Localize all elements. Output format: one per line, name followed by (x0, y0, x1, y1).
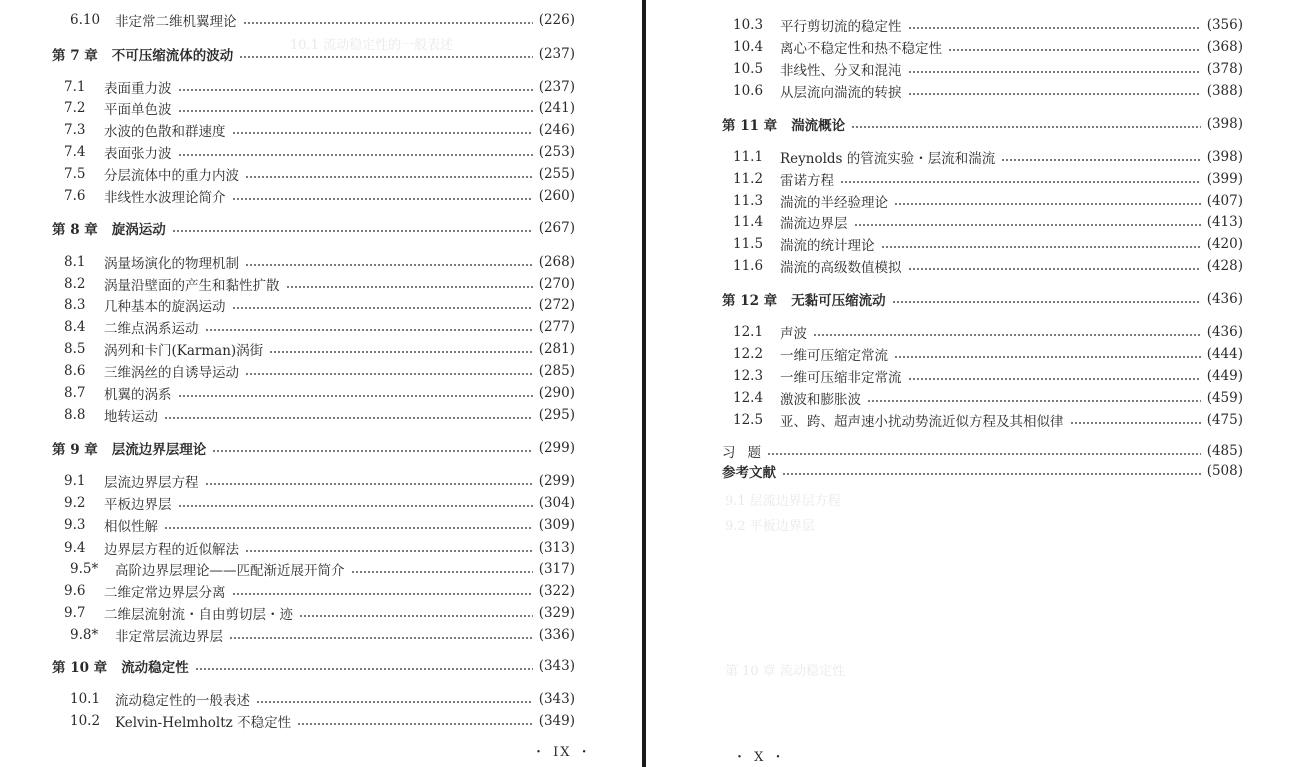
toc-entry-row (733, 344, 1243, 364)
dot-leader (908, 93, 1201, 95)
toc-entry-title: 非线性、分叉和混沌 (780, 63, 902, 79)
toc-entry-title: 层流边界层方程 (104, 475, 199, 491)
toc-page-number: (255) (538, 166, 575, 182)
toc-entry-row (733, 169, 1243, 189)
toc-entry-title: 亚、跨、超声速小扰动势流近似方程及其相似律 (780, 414, 1064, 430)
toc-entry-row (64, 471, 575, 491)
toc-entry-row (733, 256, 1243, 276)
dot-leader (813, 334, 1201, 336)
toc-chapter-row (722, 289, 1243, 309)
toc-entry-title: 非线性水波理论简介 (104, 190, 226, 206)
toc-page-number: (485) (1206, 443, 1243, 459)
toc-entry-title: 湍流的统计理论 (780, 238, 875, 254)
toc-page-number: (413) (1206, 214, 1243, 230)
toc-page-number: (295) (538, 407, 575, 423)
toc-entry-title: 高阶边界层理论——匹配渐近展开简介 (115, 563, 345, 579)
toc-entry-row (70, 559, 575, 579)
toc-entry-number: 8.7 (64, 385, 86, 401)
dot-leader (854, 224, 1201, 226)
toc-page-number: (449) (1206, 368, 1243, 384)
toc-page-number: (459) (1206, 390, 1243, 406)
toc-entry-title: 涡量场演化的物理机制 (104, 256, 239, 272)
toc-entry-row (70, 10, 575, 30)
toc-entry-number: 12.4 (733, 390, 764, 406)
toc-entry-number: 第 11 章 (722, 118, 778, 134)
toc-entry-title: 流动稳定性的一般表述 (115, 693, 250, 709)
toc-entry-title: Kelvin-Helmholtz 不稳定性 (115, 715, 292, 731)
dot-leader (1001, 159, 1200, 161)
toc-entry-title: 水波的色散和群速度 (104, 124, 226, 140)
dot-leader (908, 27, 1201, 29)
toc-page-number: (343) (538, 691, 575, 707)
bleed-through-text: 10.1 流动稳定性的一般表述 (290, 38, 454, 53)
toc-entry-number: 8.2 (64, 276, 86, 292)
toc-entry-number: 9.5* (70, 561, 99, 577)
toc-entry-title: 湍流的半经验理论 (780, 195, 888, 211)
dot-leader (212, 450, 532, 452)
toc-entry-number: 9.6 (64, 583, 86, 599)
toc-entry-row (733, 59, 1243, 79)
toc-page-number: (285) (538, 363, 575, 379)
toc-entry-title: 湍流边界层 (780, 216, 848, 232)
toc-page-number: (508) (1206, 463, 1243, 479)
toc-entry-title: 二维点涡系运动 (104, 321, 199, 337)
toc-entry-title: 参考文献 (722, 465, 776, 481)
toc-entry-number: 11.1 (733, 149, 764, 165)
toc-entry-row (64, 493, 575, 513)
toc-page-number: (253) (538, 144, 575, 160)
toc-page-number: (399) (1206, 171, 1243, 187)
toc-chapter-row (722, 114, 1243, 134)
toc-entry-title: 激波和膨胀波 (780, 392, 861, 408)
toc-entry-number: 习 (722, 445, 736, 461)
toc-entry-title: 湍流的高级数值模拟 (780, 260, 902, 276)
dot-leader (245, 176, 533, 178)
toc-entry-number: 9.2 (64, 495, 86, 511)
toc-entry-title: 三维涡丝的自诱导运动 (104, 365, 239, 381)
toc-entry-title: 非定常二维机翼理论 (115, 14, 237, 30)
toc-page-number: (313) (538, 540, 575, 556)
toc-entry-row (733, 410, 1243, 430)
toc-entry-title: 平面单色波 (104, 102, 172, 118)
toc-entry-row (722, 461, 1243, 481)
toc-page-number: (272) (538, 297, 575, 313)
toc-page-number: (270) (538, 276, 575, 292)
toc-entry-title: 表面重力波 (104, 81, 172, 97)
toc-entry-title: 非定常层流边界层 (115, 629, 223, 645)
dot-leader (205, 329, 533, 331)
dot-leader (164, 527, 533, 529)
page-gutter (642, 0, 646, 767)
toc-entry-title: 无黏可压缩流动 (791, 293, 886, 309)
dot-leader (892, 301, 1201, 303)
toc-entry-row (64, 98, 575, 118)
toc-entry-number: 9.8* (70, 627, 99, 643)
toc-page-number: (246) (538, 122, 575, 138)
toc-entry-title: 表面张力波 (104, 146, 172, 162)
toc-page-number: (237) (538, 79, 575, 95)
toc-entry-number: 7.5 (64, 166, 86, 182)
toc-entry-number: 10.3 (733, 17, 764, 33)
dot-leader (243, 22, 533, 24)
toc-entry-number: 9.1 (64, 473, 86, 489)
toc-entry-row (64, 581, 575, 601)
toc-entry-row (64, 295, 575, 315)
toc-entry-title: 湍流概论 (791, 118, 846, 134)
dot-leader (894, 356, 1201, 358)
toc-entry-row (64, 274, 575, 294)
dot-leader (195, 668, 533, 670)
toc-entry-row (64, 515, 575, 535)
dot-leader (256, 701, 533, 703)
dot-leader (908, 268, 1201, 270)
toc-entry-title: 声波 (780, 326, 807, 342)
toc-entry-number: 12.3 (733, 368, 764, 384)
toc-entry-number: 7.6 (64, 188, 86, 204)
toc-entry-number: 11.6 (733, 258, 764, 274)
toc-entry-row (733, 147, 1243, 167)
toc-page-number: (388) (1206, 83, 1243, 99)
toc-entry-title: 平板边界层 (104, 497, 172, 513)
toc-page-number: (329) (538, 605, 575, 621)
toc-entry-title: 平行剪切流的稳定性 (780, 19, 902, 35)
bleed-through-text: 9.1 层流边界层方程 (725, 494, 841, 509)
dot-leader (297, 723, 533, 725)
toc-page-number: (398) (1206, 116, 1243, 132)
toc-page-number: (241) (538, 100, 575, 116)
toc-page-number: (268) (538, 254, 575, 270)
bleed-through-text: 9.2 平板边界层 (725, 519, 815, 534)
toc-entry-row (70, 711, 575, 731)
toc-entry-number: 9.3 (64, 517, 86, 533)
toc-page-number: (378) (1206, 61, 1243, 77)
dot-leader (867, 400, 1201, 402)
toc-entry-row (733, 15, 1243, 35)
toc-page-number: (317) (538, 561, 575, 577)
toc-entry-title: 二维层流射流・自由剪切层・迹 (104, 607, 293, 623)
toc-entry-title: 流动稳定性 (121, 660, 189, 676)
toc-page-number: (277) (538, 319, 575, 335)
right-page (650, 0, 1291, 767)
toc-entry-number: 10.2 (70, 713, 101, 729)
toc-entry-title: 旋涡运动 (111, 222, 166, 238)
toc-page-number: (356) (1206, 17, 1243, 33)
toc-entry-number: 9.4 (64, 540, 86, 556)
toc-page-number: (260) (538, 188, 575, 204)
toc-chapter-row (52, 218, 575, 238)
toc-page-number: (420) (1206, 236, 1243, 252)
toc-entry-number: 第 9 章 (52, 442, 98, 458)
toc-entry-row (733, 37, 1243, 57)
toc-entry-number: 6.10 (70, 12, 101, 28)
toc-page-number: (436) (1206, 291, 1243, 307)
dot-leader (245, 373, 533, 375)
toc-entry-title: 涡列和卡门(Karman)涡街 (104, 343, 264, 359)
toc-entry-title: 地转运动 (104, 409, 158, 425)
toc-entry-number: 第 7 章 (52, 48, 98, 64)
toc-page-number: (309) (538, 517, 575, 533)
toc-entry-row (64, 252, 575, 272)
dot-leader (840, 181, 1201, 183)
dot-leader (299, 615, 533, 617)
toc-entry-number: 第 10 章 (52, 660, 108, 676)
toc-entry-row (64, 361, 575, 381)
toc-page-number: (407) (1206, 193, 1243, 209)
toc-entry-row (64, 164, 575, 184)
toc-page-number: (237) (538, 46, 575, 62)
toc-entry-number: 第 8 章 (52, 222, 98, 238)
toc-entry-title: 分层流体中的重力内波 (104, 168, 239, 184)
toc-entry-number: 10.1 (70, 691, 101, 707)
toc-entry-number: 11.4 (733, 214, 764, 230)
toc-page-number: (267) (538, 220, 575, 236)
dot-leader (172, 230, 533, 232)
dot-leader (908, 378, 1201, 380)
toc-page-number: (398) (1206, 149, 1243, 165)
toc-entry-title: Reynolds 的管流实验・层流和湍流 (780, 151, 996, 167)
toc-entry-number: 8.3 (64, 297, 86, 313)
toc-entry-row (64, 339, 575, 359)
toc-chapter-row (52, 438, 575, 458)
toc-entry-number: 10.4 (733, 39, 764, 55)
toc-entry-number: 9.7 (64, 605, 86, 621)
toc-entry-title: 一维可压缩非定常流 (780, 370, 902, 386)
toc-page-number: (290) (538, 385, 575, 401)
toc-entry-number: 7.4 (64, 144, 86, 160)
dot-leader (178, 89, 533, 91)
toc-entry-number: 10.5 (733, 61, 764, 77)
toc-page-number: (436) (1206, 324, 1243, 340)
toc-page-number: (336) (538, 627, 575, 643)
dot-leader (178, 110, 533, 112)
dot-leader (908, 71, 1201, 73)
toc-entry-title: 层流边界层理论 (111, 442, 207, 458)
toc-entry-row (64, 383, 575, 403)
toc-entry-row (733, 191, 1243, 211)
toc-entry-number: 12.1 (733, 324, 764, 340)
toc-entry-title: 相似性解 (104, 519, 158, 535)
dot-leader (232, 132, 533, 134)
dot-leader (239, 56, 532, 58)
toc-entry-title: 雷诺方程 (780, 173, 834, 189)
toc-entry-title: 涡量沿壁面的产生和黏性扩散 (104, 278, 280, 294)
dot-leader (178, 505, 533, 507)
dot-leader (205, 483, 533, 485)
toc-entry-row (64, 77, 575, 97)
bleed-through-text: 第 10 章 流动稳定性 (725, 664, 845, 679)
toc-entry-number: 12.5 (733, 412, 764, 428)
toc-entry-row (64, 317, 575, 337)
toc-entry-row (64, 142, 575, 162)
dot-leader (245, 264, 533, 266)
toc-page-number: (226) (538, 12, 575, 28)
toc-entry-title: 二维定常边界层分离 (104, 585, 226, 601)
dot-leader (164, 417, 533, 419)
toc-entry-number: 11.5 (733, 236, 764, 252)
dot-leader (178, 395, 533, 397)
toc-entry-title: 从层流向湍流的转捩 (780, 85, 902, 101)
toc-entry-number: 8.8 (64, 407, 86, 423)
dot-leader (782, 473, 1201, 475)
dot-leader (245, 550, 533, 552)
toc-entry-title: 边界层方程的近似解法 (104, 542, 239, 558)
toc-page-number: (349) (538, 713, 575, 729)
dot-leader (1070, 422, 1201, 424)
toc-entry-number: 7.2 (64, 100, 86, 116)
toc-entry-number: 8.4 (64, 319, 86, 335)
dot-leader (851, 126, 1201, 128)
toc-entry-number: 8.5 (64, 341, 86, 357)
toc-entry-row (733, 212, 1243, 232)
dot-leader (229, 637, 533, 639)
toc-entry-row (733, 234, 1243, 254)
toc-entry-row (733, 388, 1243, 408)
toc-page-number: (475) (1206, 412, 1243, 428)
toc-entry-number: 7.1 (64, 79, 86, 95)
toc-chapter-row (52, 44, 575, 64)
toc-entry-row (70, 625, 575, 645)
toc-entry-title: 不可压缩流体的波动 (111, 48, 234, 64)
toc-page-number: (343) (538, 658, 575, 674)
toc-entry-row (64, 538, 575, 558)
toc-page-number: (304) (538, 495, 575, 511)
dot-leader (178, 154, 533, 156)
toc-entry-title: 离心不稳定性和热不稳定性 (780, 41, 942, 57)
dot-leader (767, 453, 1201, 455)
dot-leader (232, 593, 533, 595)
toc-entry-number: 7.3 (64, 122, 86, 138)
toc-page-number: (428) (1206, 258, 1243, 274)
dot-leader (269, 351, 533, 353)
left-page (0, 0, 640, 767)
toc-entry-row (733, 81, 1243, 101)
toc-page-number: (299) (538, 440, 575, 456)
toc-entry-title: 题 (747, 445, 761, 461)
toc-entry-row (64, 405, 575, 425)
toc-entry-row (70, 689, 575, 709)
toc-entry-number: 8.1 (64, 254, 86, 270)
toc-entry-row (722, 441, 1243, 461)
dot-leader (286, 286, 533, 288)
toc-entry-number: 第 12 章 (722, 293, 778, 309)
page-number-right: ・ X ・ (733, 750, 787, 765)
dot-leader (948, 49, 1201, 51)
toc-entry-number: 10.6 (733, 83, 764, 99)
toc-entry-title: 一维可压缩定常流 (780, 348, 888, 364)
toc-page-number: (368) (1206, 39, 1243, 55)
toc-entry-number: 11.3 (733, 193, 764, 209)
dot-leader (881, 246, 1201, 248)
toc-entry-title: 机翼的涡系 (104, 387, 172, 403)
toc-entry-row (64, 603, 575, 623)
toc-page-number: (444) (1206, 346, 1243, 362)
dot-leader (894, 203, 1201, 205)
toc-entry-number: 11.2 (733, 171, 764, 187)
toc-page-number: (322) (538, 583, 575, 599)
dot-leader (351, 571, 533, 573)
toc-entry-row (64, 186, 575, 206)
toc-entry-title: 几种基本的旋涡运动 (104, 299, 226, 315)
toc-entry-row (64, 120, 575, 140)
toc-chapter-row (52, 656, 575, 676)
dot-leader (232, 307, 533, 309)
toc-page-number: (281) (538, 341, 575, 357)
page-number-left: ・ IX ・ (532, 745, 593, 760)
toc-entry-number: 12.2 (733, 346, 764, 362)
toc-entry-number: 8.6 (64, 363, 86, 379)
toc-page-number: (299) (538, 473, 575, 489)
toc-entry-row (733, 366, 1243, 386)
toc-entry-row (733, 322, 1243, 342)
dot-leader (232, 198, 533, 200)
